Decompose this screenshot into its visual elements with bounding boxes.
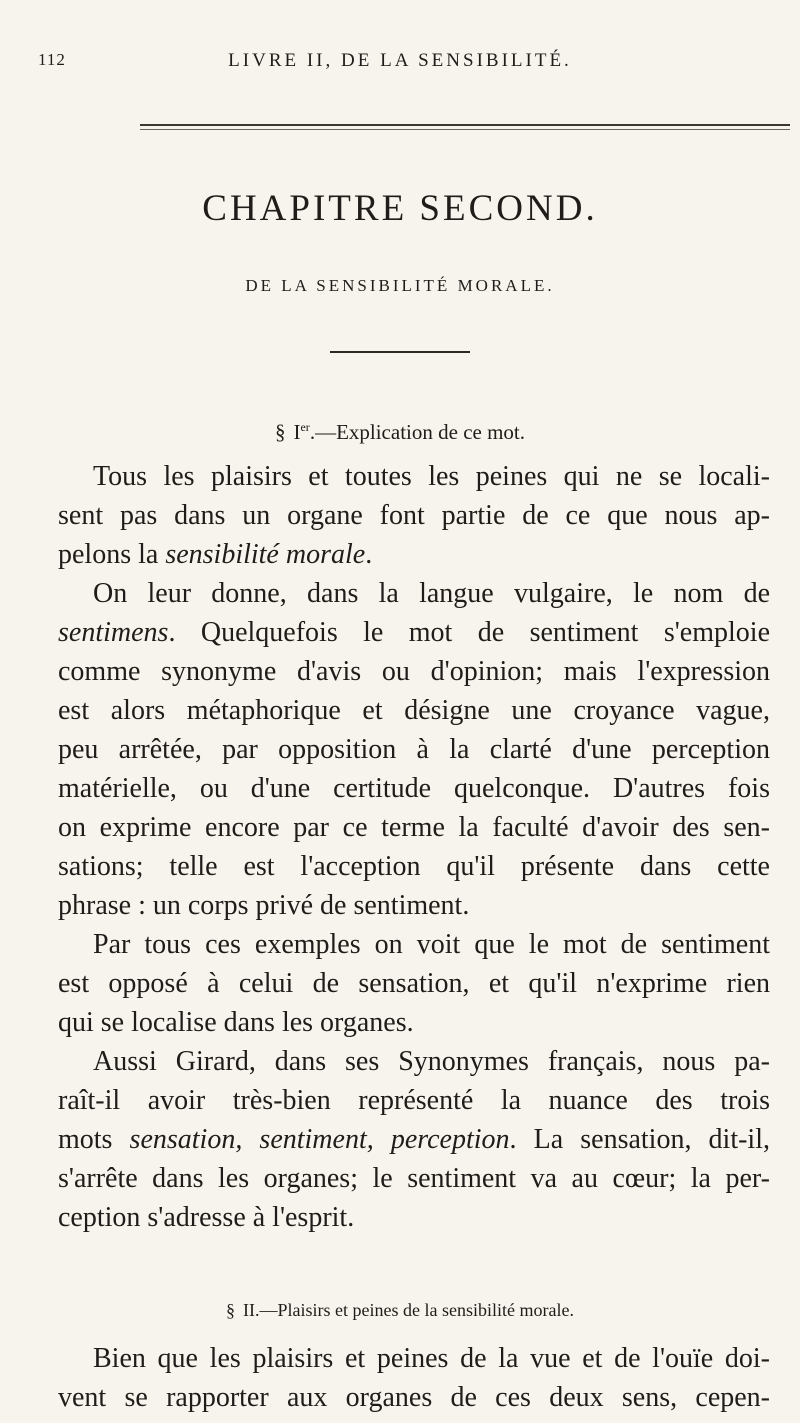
text-line: Bien que les plaisirs et peines de la vue et de l'ouïe doi- — [93, 1343, 770, 1374]
running-head: LIVRE II, DE LA SENSIBILITÉ. — [228, 50, 572, 71]
text-line: sentimens. Quelquefois le mot de sentiment s'emploie — [58, 617, 770, 648]
text-line: comme synonyme d'avis ou d'opinion; mais l'expression — [58, 656, 770, 687]
text-line: on exprime encore par ce terme la faculté d'avoir des sen- — [58, 812, 770, 843]
text-line: est opposé à celui de sensation, et qu'il n'exprime rien — [58, 968, 770, 999]
header-rule-thin — [140, 129, 790, 130]
section-sign: § — [226, 1300, 236, 1320]
text-line: Tous les plaisirs et toutes les peines qui ne se locali- — [93, 461, 770, 492]
text-line: sations; telle est l'acception qu'il présente dans cette — [58, 851, 770, 882]
italic-term: sentimens — [58, 617, 169, 648]
text-line: raît-il avoir très-bien représenté la nuance des trois — [58, 1085, 770, 1116]
text-line: mots sensation, sentiment, perception. La sensation, dit-il, — [58, 1124, 770, 1155]
text-line: ception s'adresse à l'esprit. — [58, 1202, 355, 1233]
page-number: 112 — [38, 50, 66, 69]
body-text-2 — [58, 1339, 770, 1417]
chapter-divider — [330, 351, 470, 353]
section-number-sup: er — [300, 420, 310, 434]
section-title: .—Explication de ce mot. — [309, 420, 526, 444]
italic-term: sensibilité morale — [165, 539, 366, 570]
text-line: phrase : un corps privé de sentiment. — [58, 890, 470, 921]
italic-term: sensation, sentiment, perception — [129, 1124, 510, 1155]
text-line: peu arrêtée, par opposition à la clarté d'une perception — [58, 734, 770, 765]
text-line: Aussi Girard, dans ses Synonymes français, nous pa- — [93, 1046, 770, 1077]
chapter-title: CHAPITRE SECOND. — [202, 188, 598, 229]
section-heading-1 — [0, 420, 800, 445]
text-line: vent se rapporter aux organes de ces deux sens, cepen- — [58, 1382, 770, 1413]
text-line: est alors métaphorique et désigne une croyance vague, — [58, 695, 770, 726]
section-number: I — [293, 420, 301, 444]
text-line: s'arrête dans les organes; le sentiment va au cœur; la per- — [58, 1163, 770, 1194]
chapter-subtitle: DE LA SENSIBILITÉ MORALE. — [245, 276, 555, 295]
text-line: On leur donne, dans la langue vulgaire, le nom de — [93, 578, 770, 609]
text-line: matérielle, ou d'une certitude quelconque. D'autres fois — [58, 773, 770, 804]
section-heading-2 — [0, 1300, 800, 1321]
text-line: pelons la sensibilité morale. — [58, 539, 373, 570]
body-text-1 — [58, 457, 770, 1237]
header-rule — [140, 124, 790, 126]
text-line: Par tous ces exemples on voit que le mot de sentiment — [93, 929, 770, 960]
section-sign: § — [274, 420, 286, 444]
text-line: sent pas dans un organe font partie de ce que nous ap- — [58, 500, 770, 531]
text-line: qui se localise dans les organes. — [58, 1007, 414, 1038]
section-title: II.—Plaisirs et peines de la sensibilité morale. — [243, 1300, 574, 1320]
